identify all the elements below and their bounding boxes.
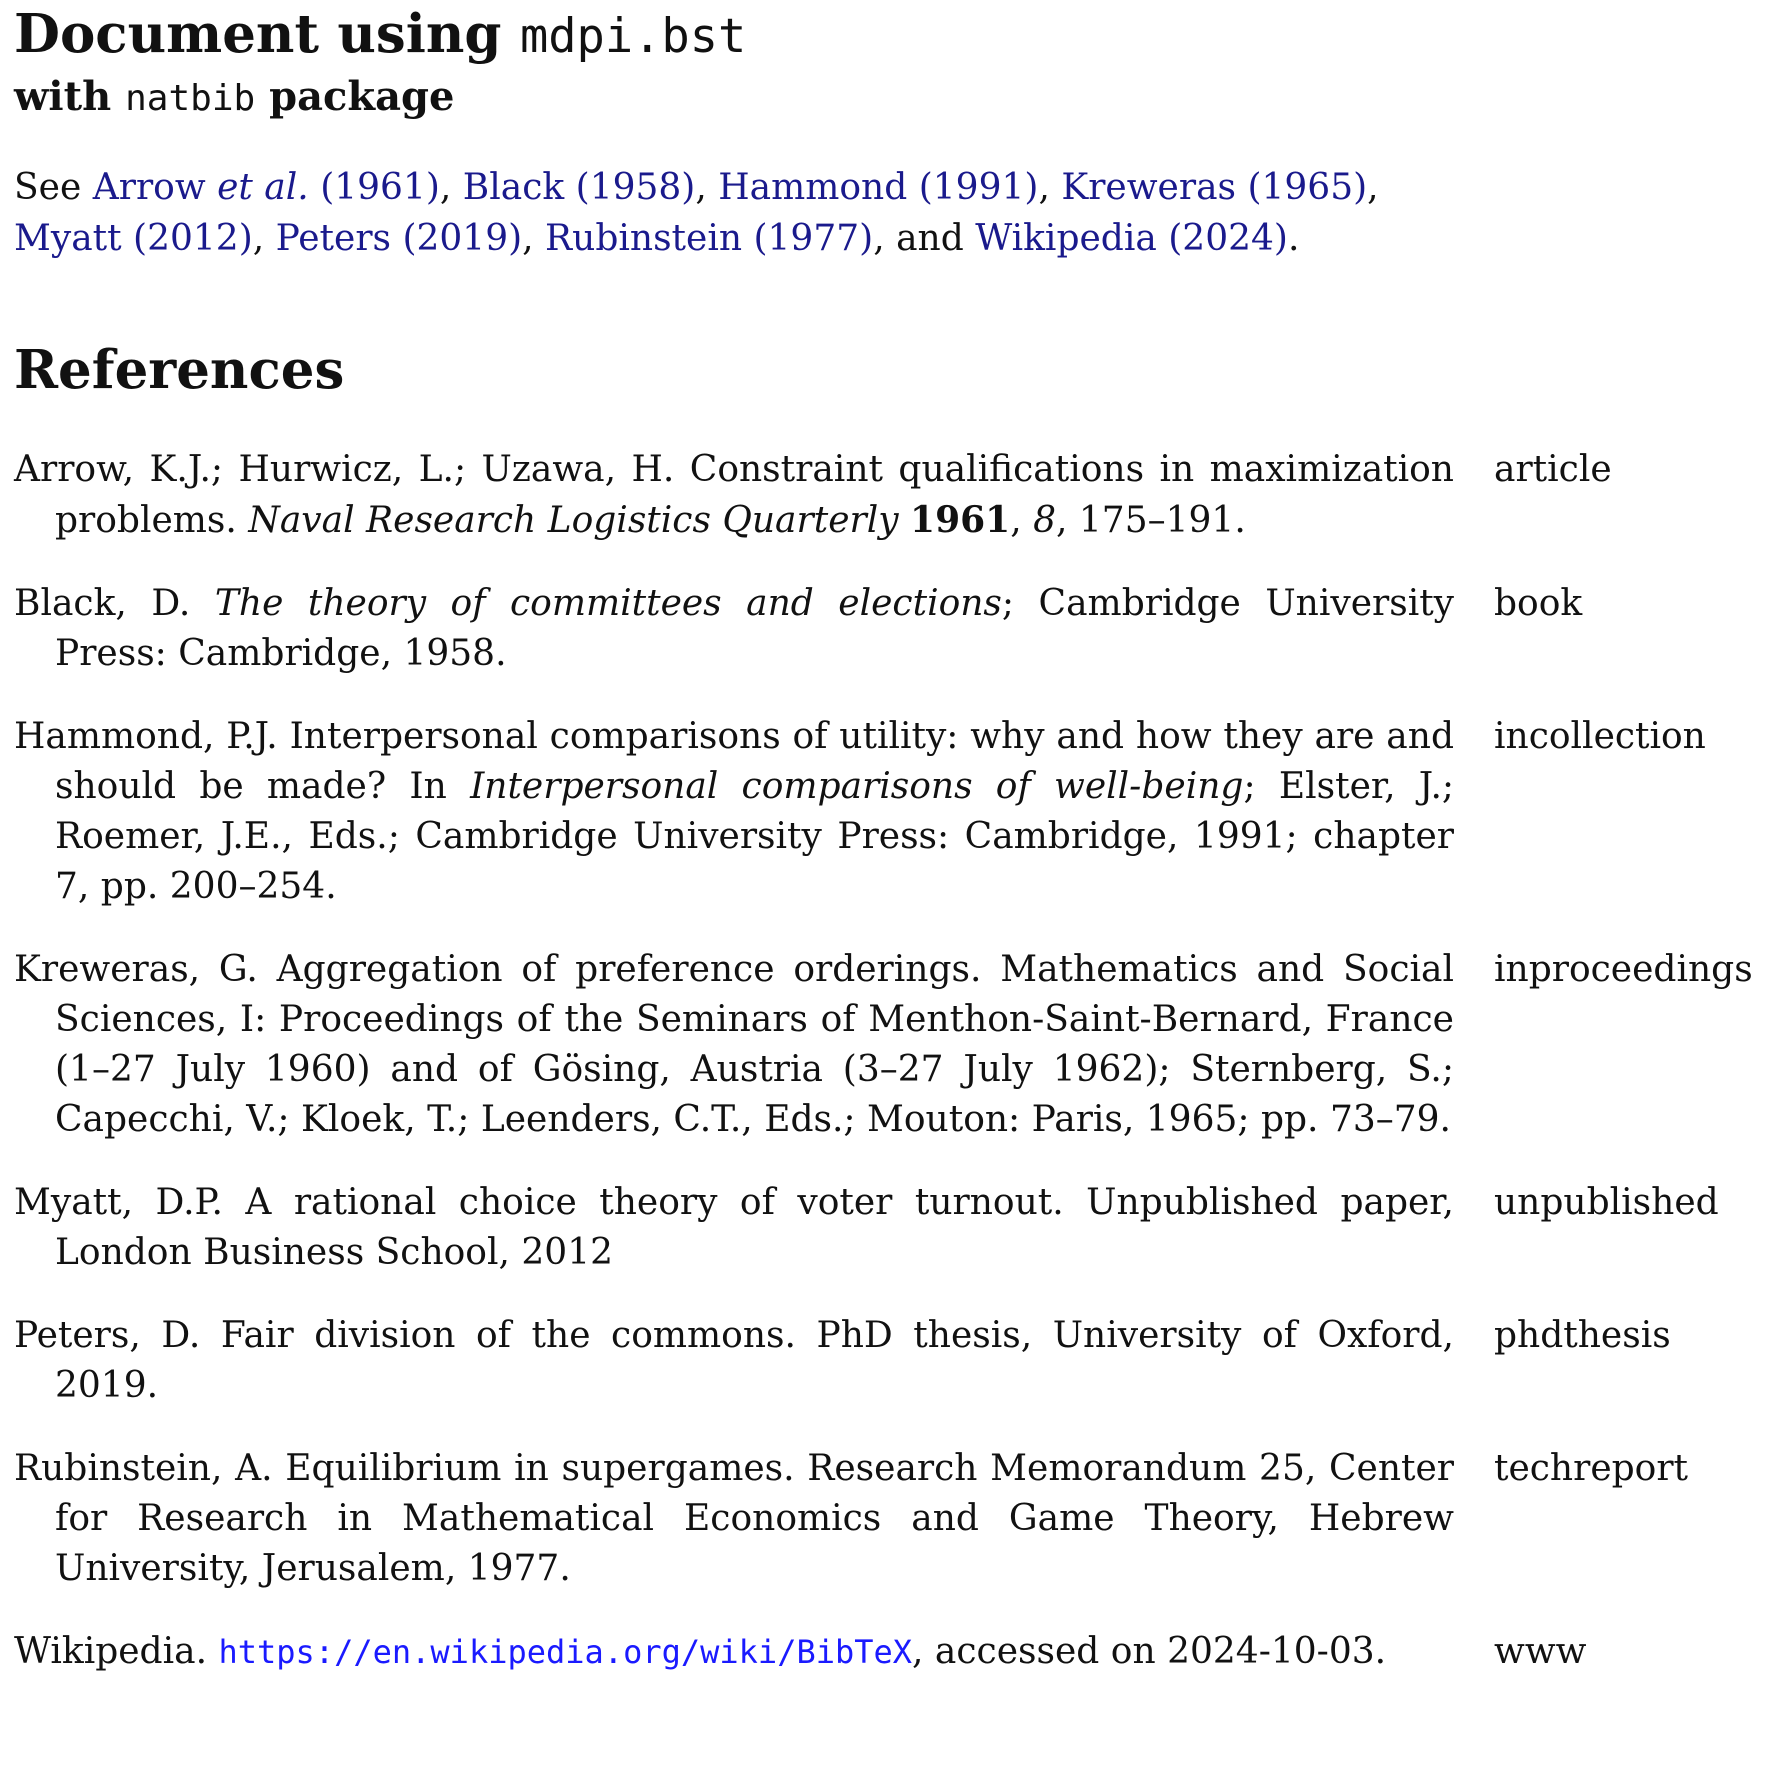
reference-entry-black	[14, 579, 1754, 679]
citation-myatt[interactable]: Myatt (2012)	[14, 218, 253, 259]
reference-type-label: article	[1494, 449, 1612, 490]
reference-entry-wikipedia	[14, 1627, 1754, 1677]
document-title	[14, 2, 746, 69]
intro-paragraph: See Arrow et al. (1961), Black (1958), Hammond (1991), Kreweras (1965), Myatt (2012), Peters (2019), Rubinstein (1977), and Wikipedia (2024).	[14, 167, 1379, 259]
reference-text: Kreweras, G. Aggregation of preference orderings. Mathematics and Social Sciences, I: Proceedings of the Seminars of Menthon-Saint-Bernard, France (1–27 July 1960) and of Gösing, Austria (3–27 July 1962); Sternberg, S.; Capecchi, V.; Kloek, T.; Leenders, C.T., Eds.; Mouton: Paris, 1965; pp. 73–79.	[14, 949, 1454, 1140]
subtitle-tail: package	[269, 73, 455, 120]
reference-entry-myatt	[14, 1178, 1754, 1278]
reference-type-label: incollection	[1494, 716, 1706, 757]
citation-rubinstein[interactable]: Rubinstein (1977)	[545, 218, 874, 259]
citation-peters[interactable]: Peters (2019)	[275, 218, 523, 259]
reference-text: Arrow, K.J.; Hurwicz, L.; Uzawa, H. Constraint qualifications in maximization problems. Naval Research Logistics Quarterly 1961, 8, 175–191.	[14, 449, 1454, 541]
title-filename: mdpi.bst	[519, 9, 747, 64]
reference-type-label: book	[1494, 583, 1583, 624]
reference-text: Myatt, D.P. A rational choice theory of voter turnout. Unpublished paper, London Business School, 2012	[14, 1182, 1454, 1273]
citation-hammond[interactable]: Hammond (1991)	[718, 167, 1039, 208]
reference-type-label: techreport	[1494, 1448, 1689, 1489]
reference-text: Rubinstein, A. Equilibrium in supergames. Research Memorandum 25, Center for Research in Mathematical Economics and Game Theory, Hebrew University, Jerusalem, 1977.	[14, 1448, 1454, 1589]
reference-url-link[interactable]: https://en.wikipedia.org/wiki/BibTeX	[218, 1633, 913, 1671]
reference-type-label: unpublished	[1494, 1182, 1719, 1223]
reference-list	[14, 445, 1754, 1710]
reference-type-label: phdthesis	[1494, 1315, 1671, 1356]
reference-entry-arrow	[14, 445, 1754, 546]
subtitle-lead: with	[14, 73, 112, 120]
reference-entry-peters	[14, 1311, 1754, 1411]
reference-text: Wikipedia. https://en.wikipedia.org/wiki/BibTeX, accessed on 2024-10-03.	[14, 1631, 1387, 1672]
citation-wikipedia[interactable]: Wikipedia (2024)	[975, 218, 1288, 259]
title-text: Document using	[14, 3, 502, 65]
citation-arrow[interactable]: Arrow et al. (1961)	[92, 167, 440, 208]
intro-and: and	[896, 218, 964, 259]
document-subtitle	[14, 70, 454, 126]
reference-type-label: inproceedings	[1494, 949, 1753, 990]
reference-entry-kreweras	[14, 945, 1754, 1145]
reference-entry-rubinstein	[14, 1444, 1754, 1594]
intro-lead: See	[14, 167, 82, 208]
subtitle-package-name: natbib	[125, 78, 256, 119]
references-heading: References	[14, 339, 345, 401]
citation-black[interactable]: Black (1958)	[462, 167, 696, 208]
reference-type-label: www	[1494, 1631, 1587, 1672]
reference-text: Black, D. The theory of committees and elections; Cambridge University Press: Cambridge, 1958.	[14, 583, 1455, 674]
reference-text: Hammond, P.J. Interpersonal comparisons of utility: why and how they are and should be made? In Interpersonal comparisons of well-being; Elster, J.; Roemer, J.E., Eds.; Cambridge University Press: Cambridge, 1991; chapter 7, pp. 200–254.	[14, 716, 1455, 907]
citation-kreweras[interactable]: Kreweras (1965)	[1061, 167, 1368, 208]
reference-entry-hammond	[14, 712, 1754, 912]
reference-text: Peters, D. Fair division of the commons. PhD thesis, University of Oxford, 2019.	[14, 1315, 1454, 1406]
